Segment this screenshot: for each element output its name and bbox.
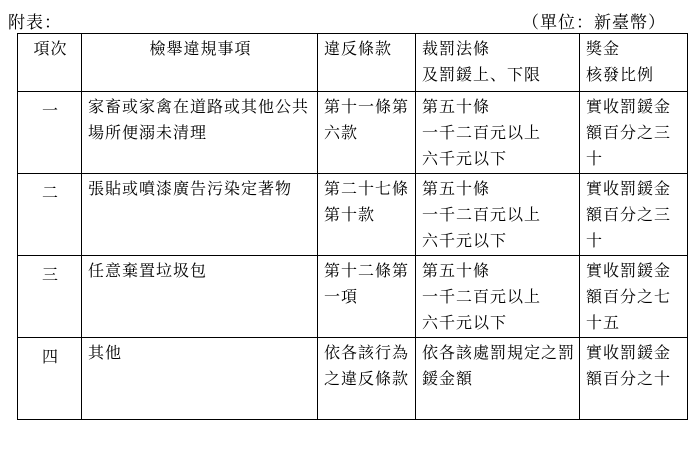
row-reward-ratio: 實收罰鍰金額百分之三十 <box>580 174 688 256</box>
row-article: 依各該行為之違反條款 <box>318 338 416 420</box>
column-header-reward-ratio: 獎金 核發比例 <box>580 34 688 92</box>
row-article: 第十一條第六款 <box>318 92 416 174</box>
row-penalty-range: 第五十條 一千二百元以上 六千元以下 <box>416 256 580 338</box>
reward-rules-table <box>17 33 688 420</box>
row-number: 三 <box>18 256 82 338</box>
row-article: 第十二條第一項 <box>318 256 416 338</box>
row-violation: 任意棄置垃圾包 <box>82 256 318 338</box>
table-row <box>18 338 688 420</box>
row-violation: 其他 <box>82 338 318 420</box>
row-article: 第二十七條第十款 <box>318 174 416 256</box>
table-row <box>18 174 688 256</box>
row-penalty-range: 第五十條 一千二百元以上 六千元以下 <box>416 92 580 174</box>
column-header-item-number: 項次 <box>18 34 82 92</box>
row-reward-ratio: 實收罰鍰金額百分之七十五 <box>580 256 688 338</box>
column-header-violation: 檢舉違規事項 <box>82 34 318 92</box>
row-violation: 張貼或噴漆廣告污染定著物 <box>82 174 318 256</box>
row-reward-ratio: 實收罰鍰金額百分之十 <box>580 338 688 420</box>
table-row <box>18 256 688 338</box>
table-header-row <box>18 34 688 92</box>
row-reward-ratio: 實收罰鍰金額百分之三十 <box>580 92 688 174</box>
column-header-penalty-range: 裁罰法條 及罰鍰上、下限 <box>416 34 580 92</box>
row-penalty-range: 依各該處罰規定之罰鍰金額 <box>416 338 580 420</box>
row-number: 二 <box>18 174 82 256</box>
row-violation: 家畜或家禽在道路或其他公共場所便溺未清理 <box>82 92 318 174</box>
currency-unit-label: （單位：新臺幣） <box>522 13 666 33</box>
row-number: 一 <box>18 92 82 174</box>
table-row <box>18 92 688 174</box>
row-number: 四 <box>18 338 82 420</box>
document-header <box>0 0 696 33</box>
attachment-label: 附表： <box>8 13 62 33</box>
row-penalty-range: 第五十條 一千二百元以上 六千元以下 <box>416 174 580 256</box>
column-header-article: 違反條款 <box>318 34 416 92</box>
